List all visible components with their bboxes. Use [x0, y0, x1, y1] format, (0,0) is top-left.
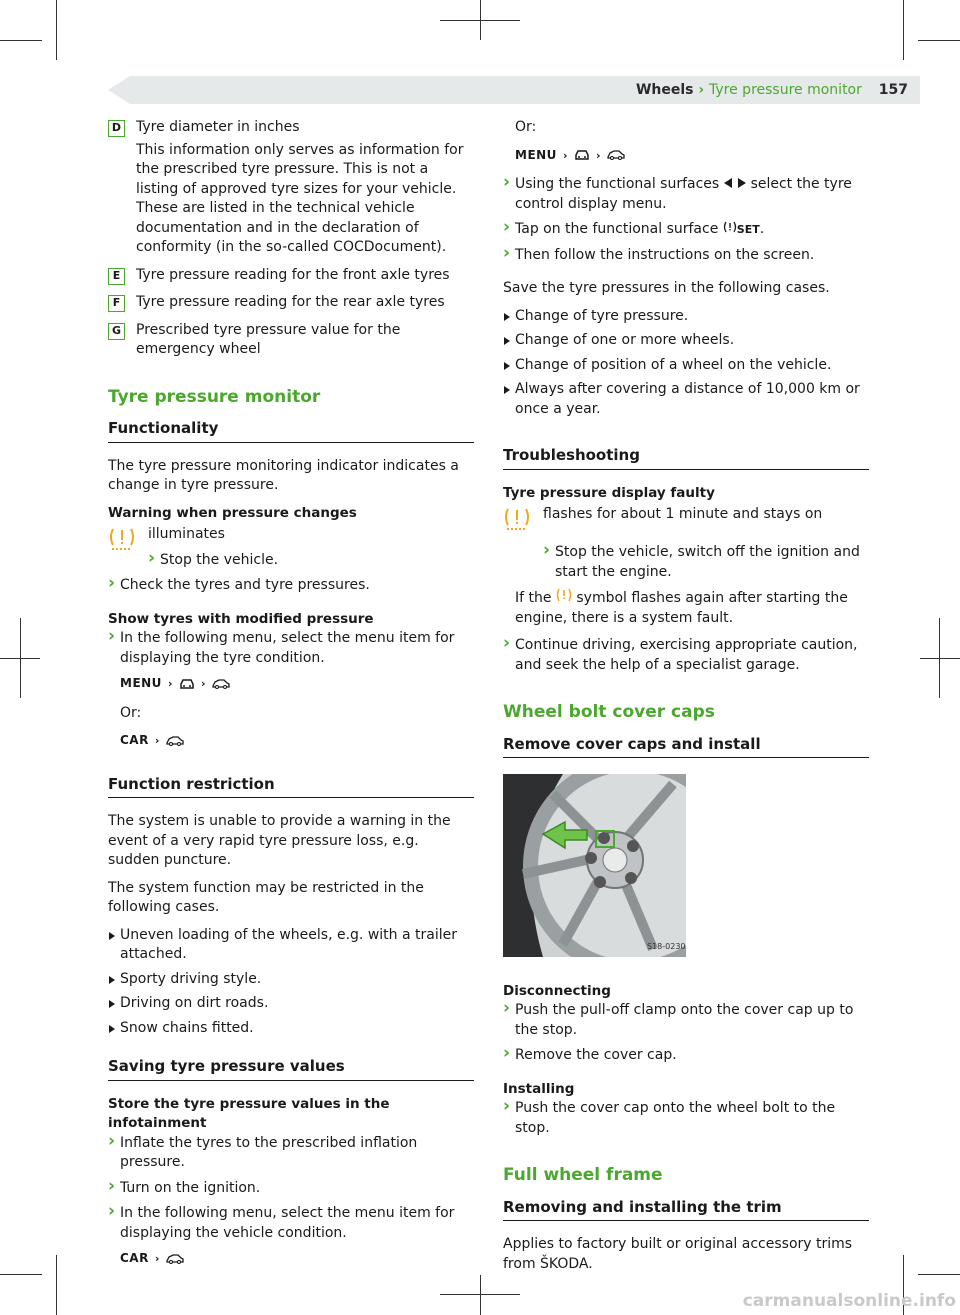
warning-text: flashes for about 1 minute and stays on — [543, 506, 823, 522]
step: › Continue driving, exercising appropriate caution, and seek the help of a specialist garage. — [503, 636, 869, 675]
car-side-icon — [166, 1253, 184, 1265]
list-item: Uneven loading of the wheels, e.g. with a trailer attached. — [108, 926, 474, 965]
section-title: Wheel bolt cover caps — [503, 702, 715, 722]
step: › Push the cover cap onto the wheel bolt to the stop. — [503, 1099, 869, 1138]
arrow: › — [200, 677, 207, 690]
tyre-pressure-warning-icon — [503, 505, 531, 533]
subsection-title: Remove cover caps and install — [503, 735, 869, 759]
subheading: Show tyres with modified pressure — [108, 610, 374, 627]
crop-mark — [480, 0, 481, 40]
list-item: Always after covering a distance of 10,000 km or once a year. — [503, 380, 869, 419]
section-title: Full wheel frame — [503, 1165, 663, 1185]
right-column — [503, 118, 869, 1282]
car-side-icon — [212, 678, 230, 690]
list-item: Snow chains fitted. — [108, 1019, 474, 1039]
crop-mark — [0, 1274, 42, 1275]
list-item: Change of one or more wheels. — [503, 331, 869, 351]
crop-mark — [918, 40, 960, 41]
header-current: Tyre pressure monitor — [709, 82, 862, 98]
step: › In the following menu, select the menu item for displaying the tyre condition. — [108, 629, 474, 668]
arrow: › — [562, 148, 568, 162]
paragraph — [515, 588, 869, 628]
subsection-title: Troubleshooting — [503, 446, 869, 470]
step — [503, 220, 869, 240]
legend-text: Tyre pressure reading for the rear axle tyres — [136, 294, 445, 310]
legend-key: G — [108, 323, 125, 340]
step — [503, 175, 869, 214]
crop-mark — [56, 1255, 57, 1315]
legend-item-d — [108, 118, 474, 258]
car-label: CAR — [120, 1251, 149, 1265]
arrow-right-icon — [737, 178, 746, 188]
menu-path — [515, 146, 869, 166]
menu-path — [120, 731, 474, 751]
arrow: › — [595, 148, 602, 162]
subheading: Warning when pressure changes — [108, 504, 357, 521]
wheel-bolt-illustration — [503, 774, 686, 957]
menu-path — [120, 674, 474, 694]
legend-text: Tyre diameter in inches — [136, 119, 300, 135]
crop-mark — [480, 1275, 481, 1315]
tyre-pressure-warning-icon — [108, 525, 136, 553]
car-front-icon — [574, 149, 590, 161]
crop-mark — [939, 618, 940, 698]
crop-mark — [903, 0, 904, 60]
paragraph-text: If the — [515, 590, 552, 606]
legend-note: This information only serves as information for the prescribed tyre pressure. This is not a listing of approved tyre sizes for your vehicle. These are listed in the technical vehicle documentation and in the declaration of conformity (in the so-called COCDocument). — [136, 141, 464, 255]
step: › Stop the vehicle, switch off the ignition and start the engine. — [543, 543, 869, 582]
legend-key: E — [108, 268, 125, 285]
crop-mark — [918, 1274, 960, 1275]
wheel-photo — [503, 772, 869, 982]
list-item: Sporty driving style. — [108, 970, 474, 990]
list-item: Change of tyre pressure. — [503, 307, 869, 327]
subsection-title: Removing and installing the trim — [503, 1198, 869, 1222]
menu-label: MENU — [515, 147, 557, 162]
tyre-pressure-warning-icon — [556, 588, 572, 602]
header-section: Wheels — [635, 82, 694, 98]
arrow: › — [154, 1252, 160, 1265]
step: › Push the pull-off clamp onto the cover cap up to the stop. — [503, 1001, 869, 1040]
watermark: carmanualsonline.info — [742, 1290, 956, 1311]
step-text: Tap on the functional surface — [515, 221, 719, 237]
car-side-icon — [166, 735, 184, 747]
subsection-title: Function restriction — [108, 775, 474, 799]
legend-key: D — [108, 120, 125, 137]
arrow: › — [154, 734, 160, 747]
step-text: select the tyre control display menu. — [515, 176, 852, 212]
subsection-title: Functionality — [108, 419, 474, 443]
step: › Remove the cover cap. — [503, 1046, 869, 1066]
crop-mark — [920, 658, 960, 659]
step-text: Using the functional surfaces — [515, 176, 720, 192]
section-title: Tyre pressure monitor — [108, 386, 321, 407]
paragraph: Applies to factory built or original accessory trims from ŠKODA. — [503, 1236, 853, 1272]
page-number: 157 — [878, 82, 908, 98]
arrow: › — [167, 677, 173, 690]
menu-label: MENU — [120, 676, 162, 690]
paragraph-text: symbol flashes again after starting the engine, there is a system fault. — [515, 590, 848, 626]
subheading: Installing — [503, 1080, 575, 1097]
legend-item-g — [108, 321, 474, 360]
car-front-icon — [179, 678, 195, 690]
set-label: SET — [736, 223, 760, 236]
subheading: Tyre pressure display faulty — [503, 484, 715, 501]
legend-item-f — [108, 293, 474, 313]
list-item: Driving on dirt roads. — [108, 994, 474, 1014]
warning-row — [108, 525, 474, 570]
left-column — [108, 118, 474, 1279]
paragraph: Save the tyre pressures in the following cases. — [503, 280, 830, 296]
paragraph: The system is unable to provide a warning in the event of a very rapid tyre pressure loss, e.g. sudden puncture. — [108, 813, 451, 868]
step: › Then follow the instructions on the screen. — [503, 246, 869, 266]
warning-text: illuminates — [148, 526, 225, 542]
car-label: CAR — [120, 733, 149, 747]
subheading: Disconnecting — [503, 982, 611, 999]
subheading: Store the tyre pressure values in the infotainment — [108, 1095, 390, 1131]
step: › In the following menu, select the menu item for displaying the vehicle condition. — [108, 1204, 474, 1243]
step-text: . — [759, 221, 765, 237]
legend-text: Prescribed tyre pressure value for the emergency wheel — [136, 321, 401, 357]
crop-mark — [0, 40, 42, 41]
crop-mark — [20, 618, 21, 698]
legend-key: F — [108, 295, 125, 312]
image-code: S18-0230 — [647, 942, 686, 951]
crop-mark — [56, 0, 57, 60]
warning-row — [503, 505, 869, 539]
step: › Inflate the tyres to the prescribed inflation pressure. — [108, 1134, 474, 1173]
step: › Turn on the ignition. — [108, 1179, 474, 1199]
or-label: Or: — [515, 119, 537, 135]
list-item: Change of position of a wheel on the vehicle. — [503, 356, 869, 376]
subsection-title: Saving tyre pressure values — [108, 1057, 474, 1081]
running-header — [636, 81, 908, 101]
paragraph: The system function may be restricted in the following cases. — [108, 879, 424, 915]
tyre-pressure-icon — [723, 221, 737, 233]
legend-text: Tyre pressure reading for the front axle tyres — [136, 266, 450, 283]
car-side-icon — [607, 149, 625, 161]
header-separator: › — [698, 82, 705, 98]
arrow-left-icon — [724, 178, 733, 188]
paragraph: The tyre pressure monitoring indicator indicates a change in tyre pressure. — [108, 457, 459, 493]
legend-item-e — [108, 266, 474, 286]
or-label: Or: — [120, 704, 142, 721]
menu-path — [120, 1249, 474, 1269]
step: › Check the tyres and tyre pressures. — [108, 576, 474, 596]
step: › Stop the vehicle. — [148, 551, 474, 571]
